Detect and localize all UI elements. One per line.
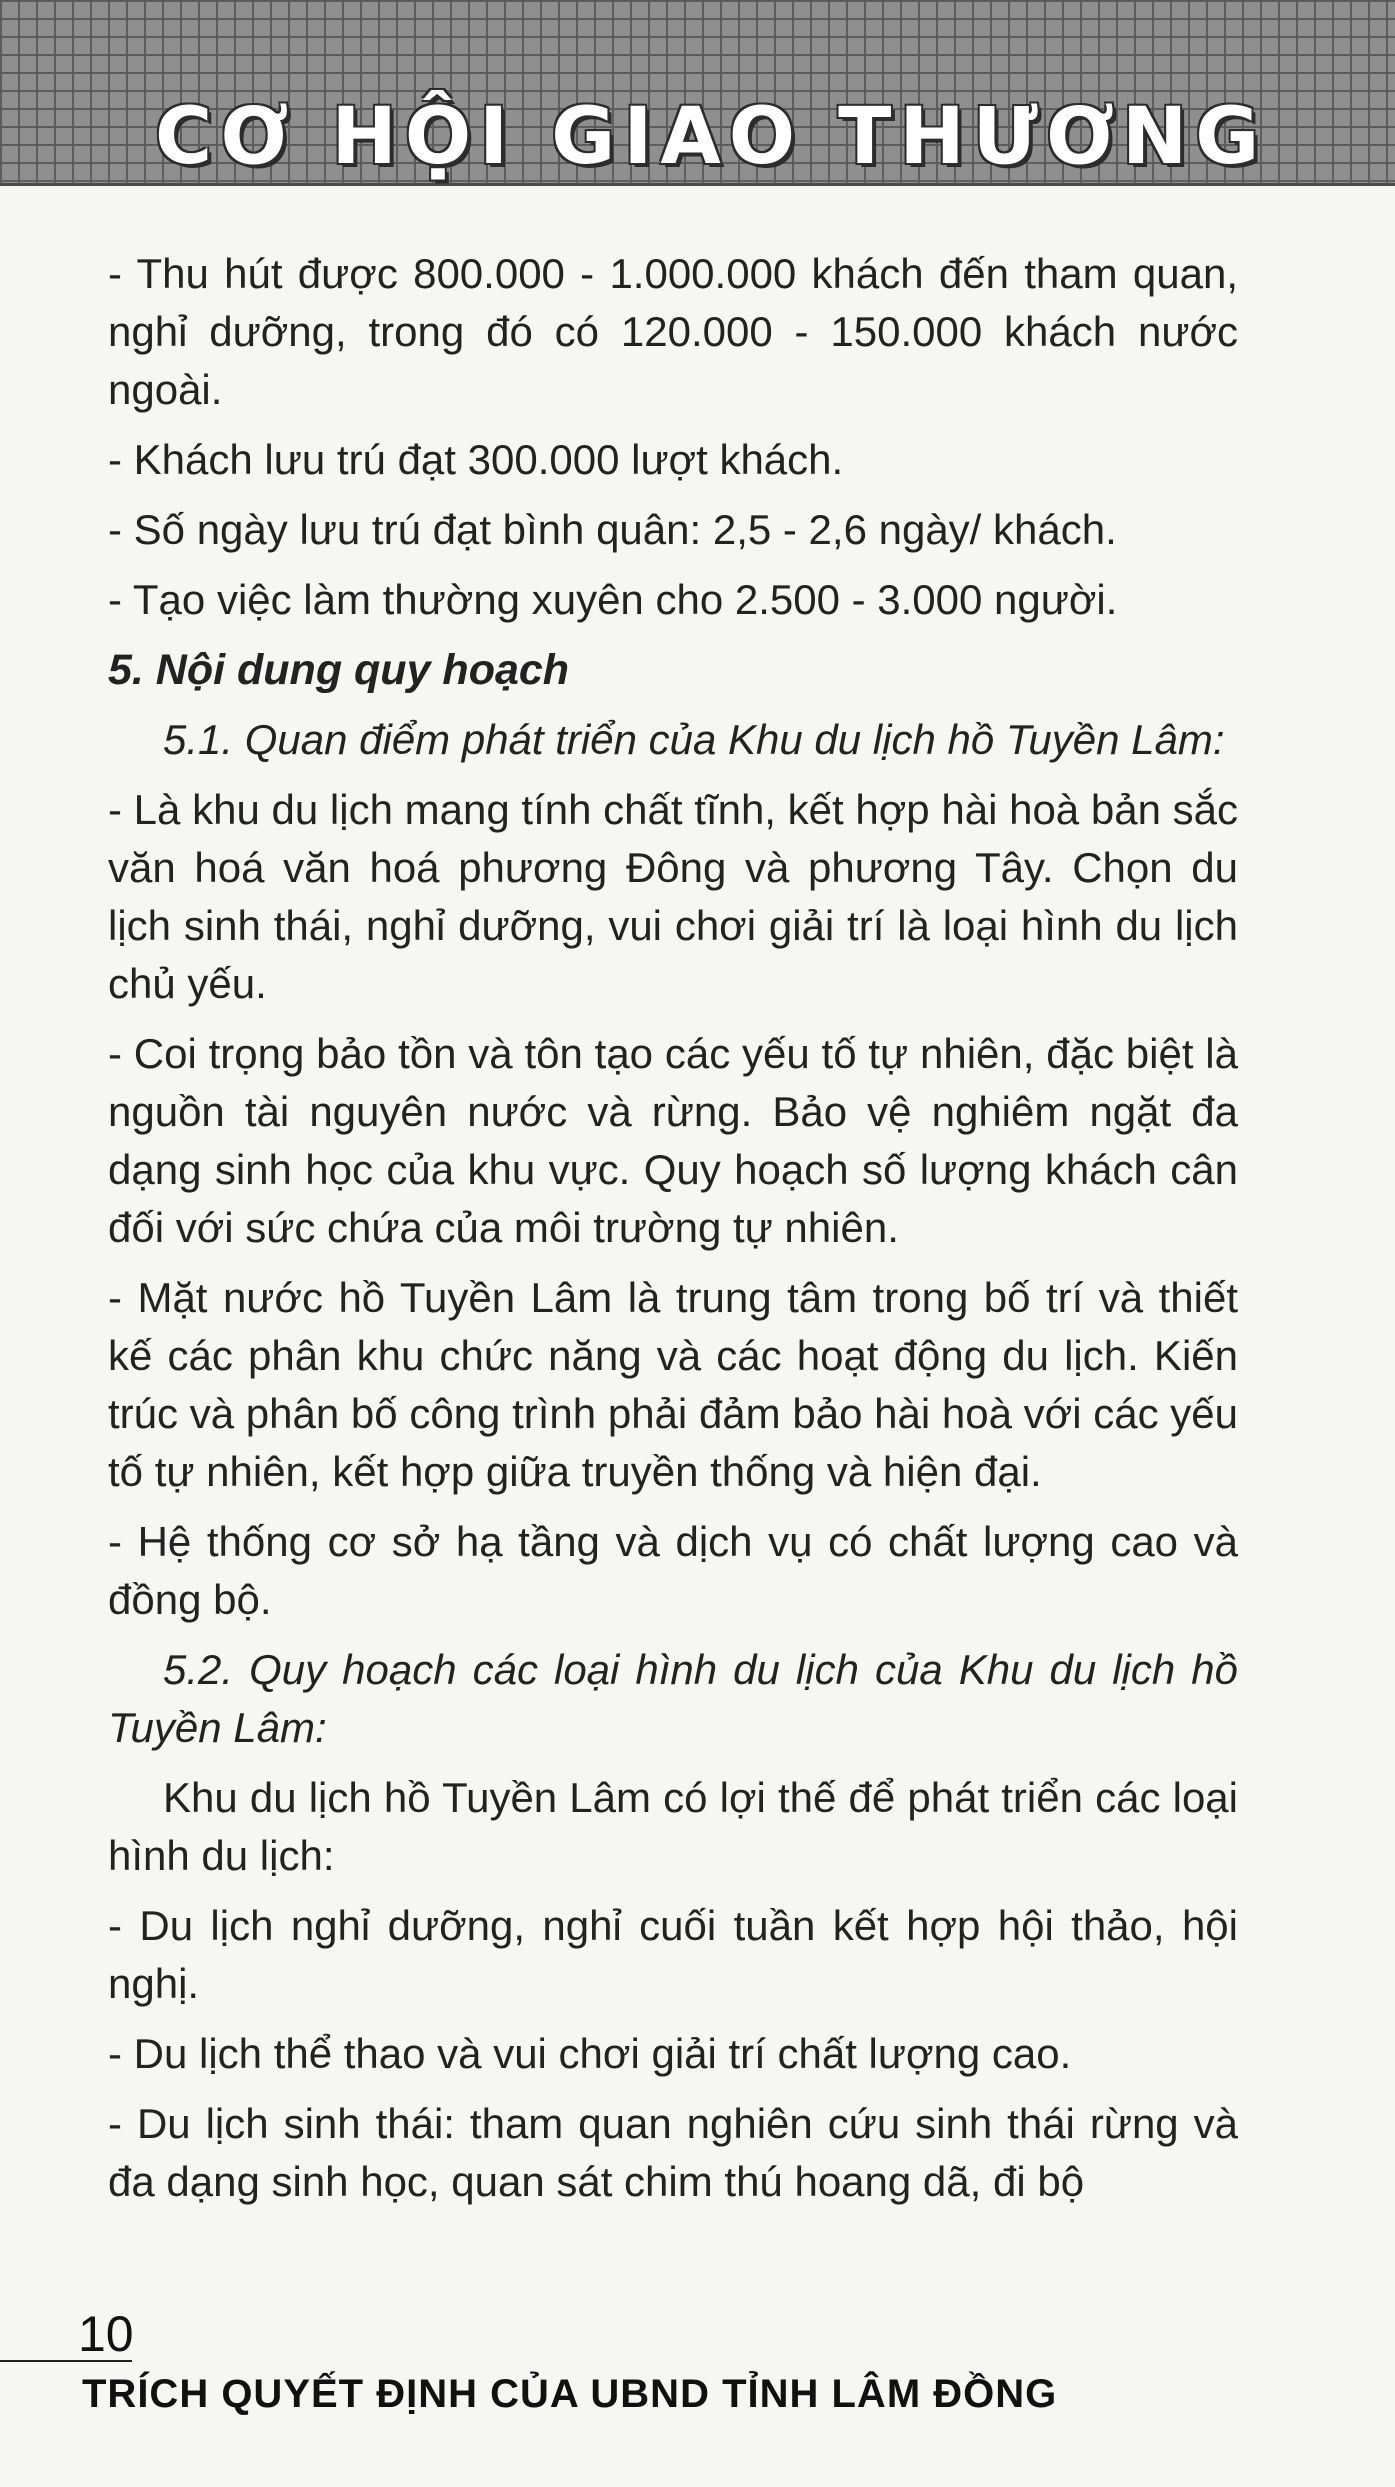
bullet-average-stay: - Số ngày lưu trú đạt bình quân: 2,5 - 2,6 ngày/ khách. xyxy=(108,506,1117,553)
bullet-lake-center: - Mặt nước hồ Tuyền Lâm là trung tâm trong bố trí và thiết kế các phân khu chức năng và các hoạt động du lịch. Kiến trúc và phân bố công trình phải đảm bảo hài hoà với các yếu tố tự nhiên, kết hợp giữa truyền thống và hiện đại. xyxy=(108,1274,1238,1495)
page-number: 10 xyxy=(78,2306,134,2362)
header-banner xyxy=(0,0,1395,186)
bullet-infrastructure: - Hệ thống cơ sở hạ tầng và dịch vụ có chất lượng cao và đồng bộ. xyxy=(108,1518,1238,1623)
header-title: CƠ HỘI GIAO THƯƠNG xyxy=(155,92,1268,182)
document-body xyxy=(108,245,1238,2223)
bullet-sports-entertainment: - Du lịch thể thao và vui chơi giải trí chất lượng cao. xyxy=(108,2030,1072,2077)
bullet-ecotourism: - Du lịch sinh thái: tham quan nghiên cứu sinh thái rừng và đa dạng sinh học, quan sát chim thú hoang dã, đi bộ xyxy=(108,2100,1238,2205)
subsection-5-2-heading: 5.2. Quy hoạch các loại hình du lịch của Khu du lịch hồ Tuyền Lâm: xyxy=(108,1646,1238,1751)
bullet-conservation: - Coi trọng bảo tồn và tôn tạo các yếu tố tự nhiên, đặc biệt là nguồn tài nguyên nước và rừng. Bảo vệ nghiêm ngặt đa dạng sinh học của khu vực. Quy hoạch số lượng khách cân đối với sức chứa của môi trường tự nhiên. xyxy=(108,1030,1238,1251)
bullet-visitors: - Thu hút được 800.000 - 1.000.000 khách đến tham quan, nghỉ dưỡng, trong đó có 120.000 - 150.000 khách nước ngoài. xyxy=(108,250,1238,413)
bullet-overnight-guests: - Khách lưu trú đạt 300.000 lượt khách. xyxy=(108,436,844,483)
bullet-resort-tourism: - Du lịch nghỉ dưỡng, nghỉ cuối tuần kết hợp hội thảo, hội nghị. xyxy=(108,1902,1238,2007)
subsection-5-1-heading: 5.1. Quan điểm phát triển của Khu du lịch hồ Tuyền Lâm: xyxy=(163,716,1225,763)
section-5-heading: 5. Nội dung quy hoạch xyxy=(108,646,570,694)
bullet-tourism-character: - Là khu du lịch mang tính chất tĩnh, kết hợp hài hoà bản sắc văn hoá văn hoá phương Đông và phương Tây. Chọn du lịch sinh thái, nghỉ dưỡng, vui chơi giải trí là loại hình du lịch chủ yếu. xyxy=(108,786,1238,1007)
bullet-employment: - Tạo việc làm thường xuyên cho 2.500 - 3.000 người. xyxy=(108,576,1118,623)
footer-divider xyxy=(0,2360,132,2362)
section-5-2-intro: Khu du lịch hồ Tuyền Lâm có lợi thế để phát triển các loại hình du lịch: xyxy=(108,1774,1238,1879)
footer-title: TRÍCH QUYẾT ĐỊNH CỦA UBND TỈNH LÂM ĐỒNG xyxy=(82,2372,1058,2416)
